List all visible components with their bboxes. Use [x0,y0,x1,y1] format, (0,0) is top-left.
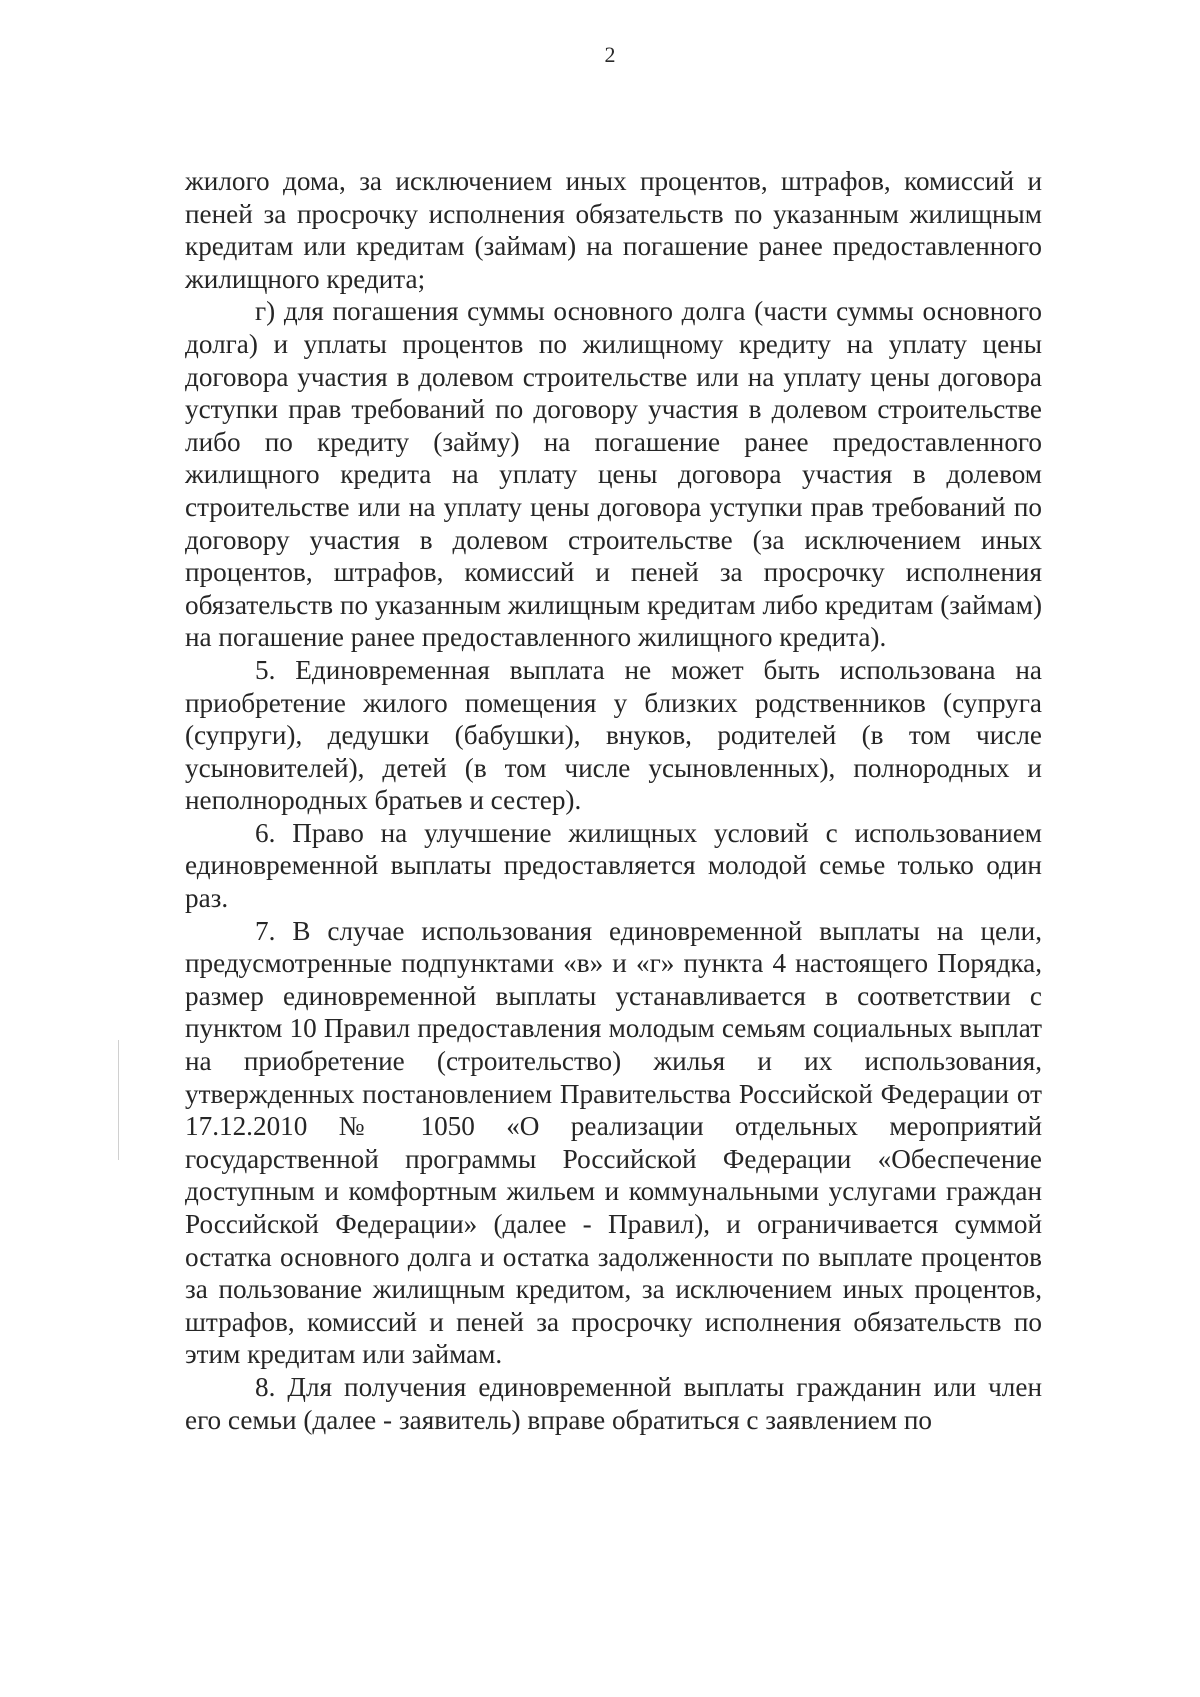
paragraph-point-8: 8. Для получения единовременной выплаты гражданин или член его семьи (далее - заявитель) вправе обратиться с заявлением по [185,1371,1042,1435]
paragraph-point-5: 5. Единовременная выплата не может быть использована на приобретение жилого помещения у близких родственников (супруга (супруги), дедушки (бабушки), внуков, родителей (в том числе усыновителей), детей (в том числе усыновленных), полнородных и неполнородных братьев и сестер). [185,654,1042,816]
paragraph-point-7: 7. В случае использования единовременной выплаты на цели, предусмотренные подпунктами «в» и «г» пункта 4 настоящего Порядка, размер единовременной выплаты устанавливается в соответствии с пунктом 10 Правил предоставления молодым семьям социальных выплат на приобретение (строительство) жилья и их использования, утвержденных постановлением Правительства Российской Федерации от 17.12.2010 № 1050 «О реализации отдельных мероприятий государственной программы Российской Федерации «Обеспечение доступным и комфортным жильем и коммунальными услугами граждан Российской Федерации» (далее - Правил), и ограничивается суммой остатка основного долга и остатка задолженности по выплате процентов за пользование жилищным кредитом, за исключением иных процентов, штрафов, комиссий и пеней за просрочку исполнения обязательств по этим кредитам или займам. [185,915,1042,1370]
document-body [185,165,1042,1436]
paragraph-item-g: г) для погашения суммы основного долга (части суммы основного долга) и уплаты процентов по жилищному кредиту на уплату цены договора участия в долевом строительстве или на уплату цены договора уступки прав требований по договору участия в долевом строительстве либо по кредиту (займу) на погашение ранее предоставленного жилищного кредита на уплату цены договора участия в долевом строительстве или на уплату цены договора уступки прав требований по договору участия в долевом строительстве (за исключением иных процентов, штрафов, комиссий и пеней за просрочку исполнения обязательств по указанным жилищным кредитам либо кредитам (займам) на погашение ранее предоставленного жилищного кредита). [185,296,1042,653]
paragraph-point-6: 6. Право на улучшение жилищных условий с использованием единовременной выплаты предоставляется молодой семье только один раз. [185,817,1042,914]
scan-edge-mark [118,1040,119,1160]
page-number: 2 [604,42,616,67]
paragraph-continuation: жилого дома, за исключением иных процентов, штрафов, комиссий и пеней за просрочку исполнения обязательств по указанным жилищным кредитам или кредитам (займам) на погашение ранее предоставленного жилищного кредита; [185,166,1042,294]
